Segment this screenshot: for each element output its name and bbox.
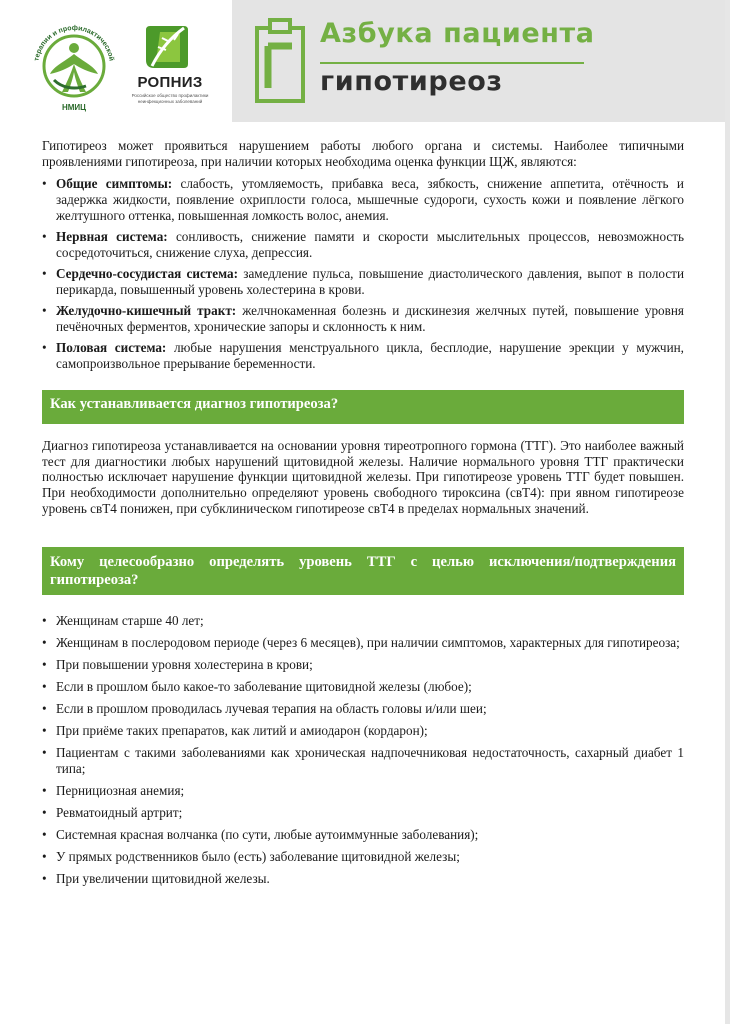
tsh-indications-list <box>42 613 684 887</box>
title-azbuka: Азбука пациента <box>320 18 595 49</box>
section-heading-tsh-testing: Кому целесообразно определять уровень ТТГ с целью исключения/подтверждения гипотиреоза? <box>42 547 684 595</box>
list-item: • Если в прошлом проводилась лучевая терапия на область головы и/или шеи; <box>42 701 684 717</box>
symptom-term: Сердечно-сосудистая система: <box>56 266 239 281</box>
document-icon <box>254 18 306 104</box>
list-item: • Если в прошлом было какое-то заболевание щитовидной железы (любое); <box>42 679 684 695</box>
symptom-term: Половая система: <box>56 340 167 355</box>
symptom-term: Общие симптомы: <box>56 176 173 191</box>
list-item <box>42 340 684 372</box>
ropniz-subtitle: Российское общество профилактики неинфекционных заболеваний <box>131 93 209 104</box>
ropniz-name: РОПНИЗ <box>137 74 203 91</box>
symptom-text: слабость, утомляемость, прибавка веса, зябкость, снижение аппетита, отёчность и задержка жидкости, появление охриплости голоса, мышечные судороги, сухость кожи и появление лёгкого желтушного оттенка, повышенная ломкость волос, анемия. <box>56 176 684 223</box>
page-edge-shadow <box>725 0 730 1024</box>
svg-text:НМИЦ: НМИЦ <box>61 103 87 112</box>
symptom-text: любые нарушения менструального цикла, бесплодие, нарушение эрекции у мужчин, самопроизвольное прерывание беременности. <box>56 340 684 371</box>
list-item: • При повышении уровня холестерина в крови; <box>42 657 684 673</box>
list-item: • Женщинам старше 40 лет; <box>42 613 684 629</box>
page-header <box>0 0 725 122</box>
title-rule <box>320 62 584 64</box>
title-hypothyroidism: гипотиреоз <box>320 66 503 97</box>
title-block <box>232 0 725 122</box>
section-heading-diagnosis: Как устанавливается диагноз гипотиреоза? <box>42 390 684 424</box>
ropniz-logo <box>126 20 214 110</box>
nmic-logo <box>24 14 124 114</box>
symptom-term: Нервная система: <box>56 229 168 244</box>
main-content <box>42 138 684 893</box>
list-item <box>42 229 684 261</box>
list-item: • При приёме таких препаратов, как литий и амиодарон (кордарон); <box>42 723 684 739</box>
list-item <box>42 176 684 224</box>
list-item: • У прямых родственников было (есть) заболевание щитовидной железы; <box>42 849 684 865</box>
symptom-text: сонливость, снижение памяти и скорости мыслительных процессов, невозможность сосредоточиться, снижение слуха, депрессия. <box>56 229 684 260</box>
svg-text:терапии и профилактической: терапии и профилактической <box>33 24 115 62</box>
list-item: • Ревматоидный артрит; <box>42 805 684 821</box>
symptom-text: желчнокаменная болезнь и дискинезия желчных путей, повышение уровня печёночных ферментов, хронические запоры и склонность к ним. <box>56 303 684 334</box>
list-item: • При увеличении щитовидной железы. <box>42 871 684 887</box>
list-item <box>42 266 684 298</box>
list-item: • Пернициозная анемия; <box>42 783 684 799</box>
intro-paragraph: Гипотиреоз может проявиться нарушением работы любого органа и системы. Наиболее типичными проявлениями гипотиреоза, при наличии которых необходима оценка функции ЩЖ, являются: <box>42 138 684 169</box>
symptom-text: замедление пульса, повышение диастолического давления, выпот в полости перикарда, повышенный уровень холестерина в крови. <box>56 266 684 297</box>
list-item: • Женщинам в послеродовом периоде (через 6 месяцев), при наличии симптомов, характерных для гипотиреоза; <box>42 635 684 651</box>
list-item <box>42 303 684 335</box>
list-item: • Системная красная волчанка (по сути, любые аутоиммунные заболевания); <box>42 827 684 843</box>
symptom-term: Желудочно-кишечный тракт: <box>56 303 237 318</box>
list-item: • Пациентам с такими заболеваниями как хроническая надпочечниковая недостаточность, сахарный диабет 1 типа; <box>42 745 684 777</box>
ropniz-leaf-icon <box>126 20 214 74</box>
symptoms-list <box>42 176 684 372</box>
diagnosis-paragraph: Диагноз гипотиреоза устанавливается на основании уровня тиреотропного гормона (ТТГ). Это наиболее важный тест для диагностики любых нарушений щитовидной железы. Наличие нормального уровня ТТГ практически полностью исключает нарушение функции щитовидной железы. При гипотиреозе уровень ТТГ будет повышен. При необходимости дополнительно определяют уровень свободного тироксина (свТ4): при явном гипотиреозе уровень свТ4 понижен, при субклиническом гипотиреозе свТ4 в пределах нормальных значений. <box>42 438 684 516</box>
